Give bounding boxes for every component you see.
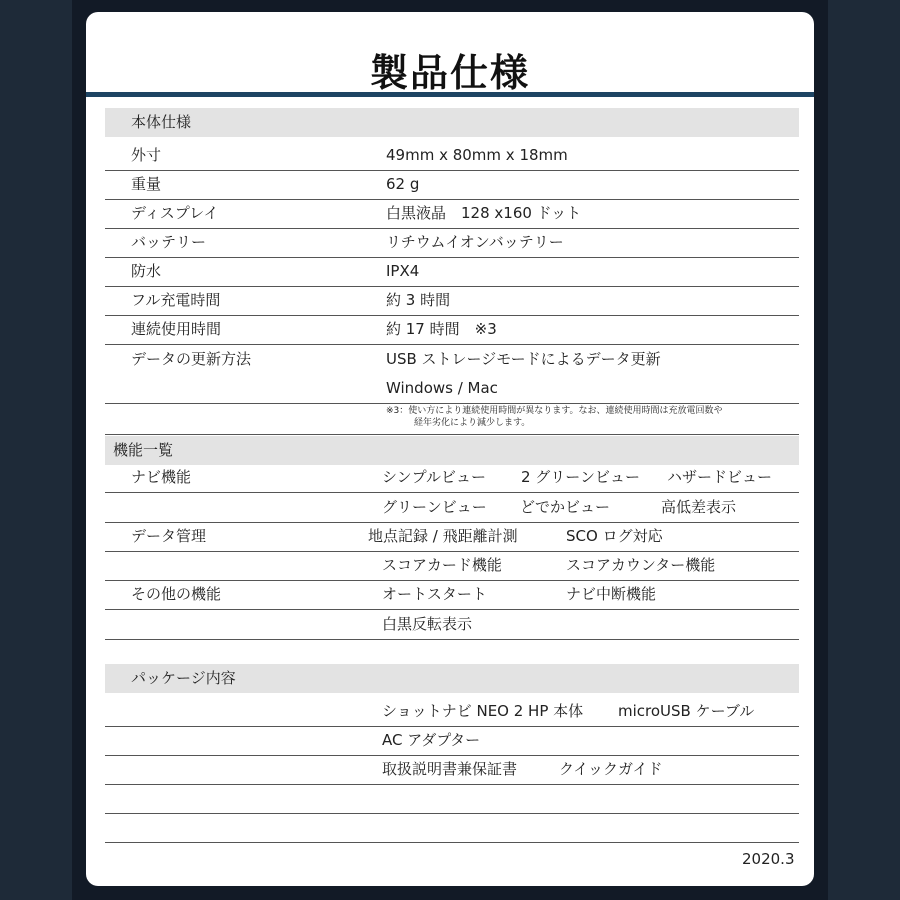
package-item: microUSB ケーブル xyxy=(618,702,755,720)
spec-label: 連続使用時間 xyxy=(131,320,222,338)
feature-value: ハザードビュー xyxy=(667,468,773,486)
spec-row xyxy=(105,374,799,404)
empty-row xyxy=(105,813,799,843)
spec-label: 重量 xyxy=(131,175,162,193)
spec-label: 防水 xyxy=(131,262,162,280)
section-header-body-spec xyxy=(105,108,799,137)
package-item: 取扱説明書兼保証書 xyxy=(382,760,518,778)
section-header-package xyxy=(105,664,799,693)
empty-row xyxy=(105,784,799,814)
feature-value: 地点記録 / 飛距離計測 xyxy=(368,527,518,545)
spec-value: 約 3 時間 xyxy=(386,291,451,309)
spec-value: USB ストレージモードによるデータ更新 xyxy=(386,350,661,368)
feature-value: 2 グリーンビュー xyxy=(521,468,641,486)
section-title: 本体仕様 xyxy=(131,113,192,131)
feature-value: 高低差表示 xyxy=(661,498,737,516)
date-label: 2020.3 xyxy=(742,850,795,868)
feature-row xyxy=(105,610,799,640)
spec-label: バッテリー xyxy=(131,233,207,251)
page-title: 製品仕様 xyxy=(369,50,530,95)
feature-value: オートスタート xyxy=(382,585,487,603)
section-title: 機能一覧 xyxy=(113,441,174,459)
spec-value: IPX4 xyxy=(386,262,420,280)
spec-row xyxy=(105,199,799,229)
package-row xyxy=(105,755,799,785)
feature-value: グリーンビュー xyxy=(382,498,487,516)
title-divider xyxy=(86,92,814,97)
feature-label: その他の機能 xyxy=(131,585,222,603)
spec-row xyxy=(105,315,799,345)
spec-row xyxy=(105,345,799,374)
package-item: AC アダプター xyxy=(382,731,481,749)
feature-value: SCO ログ対応 xyxy=(566,527,663,545)
feature-value: スコアカウンター機能 xyxy=(566,556,716,574)
package-row xyxy=(105,726,799,756)
spec-row xyxy=(105,286,799,316)
section-header-features xyxy=(105,436,799,465)
spec-label: ディスプレイ xyxy=(131,204,219,222)
feature-value: スコアカード機能 xyxy=(382,556,502,574)
package-item: ショットナビ NEO 2 HP 本体 xyxy=(382,702,584,720)
spec-label: データの更新方法 xyxy=(131,350,252,368)
feature-label: データ管理 xyxy=(131,527,207,545)
feature-label: ナビ機能 xyxy=(131,468,192,486)
spec-value: リチウムイオンバッテリー xyxy=(386,233,564,251)
feature-value: どでかビュー xyxy=(520,498,611,516)
feature-row xyxy=(105,580,799,610)
package-row xyxy=(105,697,799,727)
feature-row xyxy=(105,493,799,523)
spec-label: フル充電時間 xyxy=(131,291,221,309)
spec-value: 白黒液晶 128 x160 ドット xyxy=(386,204,582,222)
footnote-line: ※3：使い方により連続使用時間が異なります。なお、連続使用時間は充放電回数や xyxy=(386,406,723,416)
spec-row xyxy=(105,228,799,258)
feature-value: ナビ中断機能 xyxy=(566,585,657,603)
package-item: クイックガイド xyxy=(559,760,663,778)
feature-value: シンプルビュー xyxy=(382,468,487,486)
spec-row xyxy=(105,141,799,171)
spec-row xyxy=(105,257,799,287)
spec-value: 62 g xyxy=(386,175,420,193)
feature-row xyxy=(105,551,799,581)
spec-value: Windows / Mac xyxy=(386,379,498,397)
feature-value: 白黒反転表示 xyxy=(382,615,473,633)
feature-row xyxy=(105,463,799,493)
spec-label: 外寸 xyxy=(131,146,162,164)
feature-row xyxy=(105,522,799,552)
footnote-line: 経年劣化により減少します。 xyxy=(414,418,531,428)
spec-value: 49mm x 80mm x 18mm xyxy=(386,146,568,164)
footnote-row xyxy=(105,406,799,435)
spec-row xyxy=(105,170,799,200)
section-title: パッケージ内容 xyxy=(131,669,236,687)
spec-value: 約 17 時間 ※3 xyxy=(386,320,497,338)
